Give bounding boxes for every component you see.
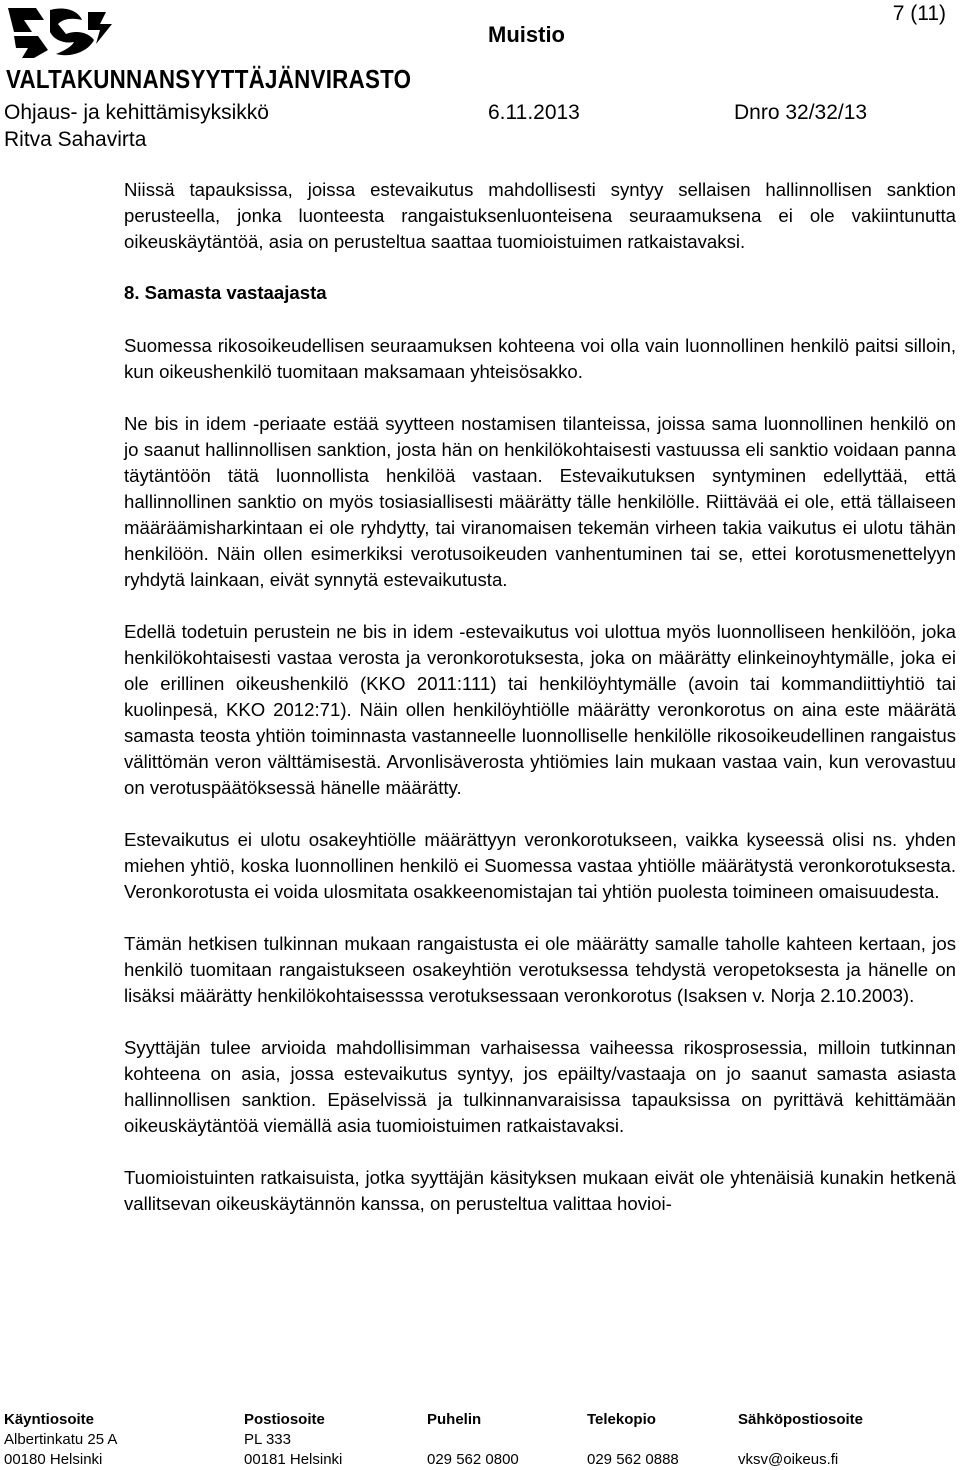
footer-label: Sähköpostiosoite xyxy=(738,1411,864,1428)
footer-label: Telekopio xyxy=(587,1411,656,1428)
footer-value: 00181 Helsinki xyxy=(244,1451,343,1468)
paragraph: Tuomioistuinten ratkaisuista, jotka syyttäjän käsityksen mukaan eivät ole yhtenäisiä kunakin hetkenä vallitsevan oikeuskäytännön kanssa, on perusteltua valittaa hovioi- xyxy=(124,1167,956,1214)
footer-email xyxy=(738,1410,863,1470)
footer-label: Puhelin xyxy=(427,1411,482,1428)
paragraph: Estevaikutus ei ulotu osakeyhtiölle määrättyyn veronkorotukseen, vaikka kyseessä olisi ns. yhden miehen yhtiö, koska luonnollinen henkilö ei Suomessa vastaa yhtiölle määrätystä veronkorotuksesta. Veronkorotusta ei voida ulosmitata osakkeenomistajan tai yhtiön puolesta toimineen omaisuudesta. xyxy=(124,829,956,902)
footer-value: 029 562 0800 xyxy=(427,1451,519,1468)
agency-logo xyxy=(4,4,412,94)
footer-fax xyxy=(587,1410,679,1470)
footer-label: Käyntiosoite xyxy=(4,1411,95,1428)
agency-emblem-icon xyxy=(4,4,114,62)
footer-visit-address xyxy=(4,1410,117,1470)
agency-name: VALTAKUNNANSYYTTÄJÄNVIRASTO xyxy=(6,64,412,94)
unit-name: Ohjaus- ja kehittämisyksikkö xyxy=(4,101,269,124)
paragraph: Ne bis in idem -periaate estää syytteen nostamisen tilanteissa, joissa sama luonnollinen henkilö on jo saanut hallinnollisen sanktion, josta hän on henkilökohtaisesti vastuussa eli sanktio voidaan panna täytäntöön tätä luonnollista henkilöä vastaan. Estevaikutuksen syntyminen edellyttää, että hallinnollinen sanktio on myös tosiasiallisesti määrätty tälle henkilölle. Riittävää ei ole, että tällaiseen määräämisharkintaan ei ole ryhdytty, tai viranomaisen tekemän virheen takia vaikutus ei ulotu tähän henkilöön. Näin ollen esimerkiksi verotusoikeuden vanhentuminen tai se, ettei korotusmenettelyyn ryhdytä lainkaan, eivät synnytä estevaikutusta. xyxy=(124,413,956,590)
paragraph: Niissä tapauksissa, joissa estevaikutus mahdollisesti syntyy sellaisen hallinnollisen sanktion perusteella, jonka luonteesta rangaistuksenluonteisena seuraamuksena ei ole vakiintunutta oikeuskäytäntöä, asia on perusteltua saattaa tuomioistuimen ratkaistavaksi. xyxy=(124,179,956,252)
footer-postal-address xyxy=(244,1410,342,1470)
paragraph: Tämän hetkisen tulkinnan mukaan rangaistusta ei ole määrätty samalle taholle kahteen kertaan, jos henkilö tuomitaan rangaistukseen osakeyhtiön verotuksessa tehdystä veropetoksesta ja hänelle on lisäksi määrätty henkilökohtaisesssa verotuksessaan veronkorotus (Isaksen v. Norja 2.10.2003). xyxy=(124,933,956,1006)
document-type: Muistio xyxy=(488,22,565,47)
footer-value: 00180 Helsinki xyxy=(4,1451,103,1468)
paragraph: Edellä todetuin perustein ne bis in idem -estevaikutus voi ulottua myös luonnolliseen henkilöön, joka henkilökohtaisesti vastaa verosta ja veronkorotuksesta, joka on määrätty elinkeinoyhtymälle, joka ei ole erillinen oikeushenkilö (KKO 2011:111) tai henkilöyhtymälle (avoin tai kommandiittiyhtiö tai kuolinpesä, KKO 2012:71). Näin ollen henkilöyhtiölle määrätty veronkorotus on aina este määrätä samasta teosta yhtiön toiminnasta vastanneelle luonnolliselle henkilölle rikosoikeudellinen rangaistus välittömän veron välttämisestä. Arvonlisäverosta yhtiömies lain mukaan vastaa vain, kun verovastuu on verotuspäätöksessä hänelle määrätty. xyxy=(124,621,956,798)
footer-phone xyxy=(427,1410,519,1470)
footer-value: Albertinkatu 25 A xyxy=(4,1431,118,1448)
document-body xyxy=(124,177,956,1217)
paragraph: Suomessa rikosoikeudellisen seuraamuksen kohteena voi olla vain luonnollinen henkilö paitsi silloin, kun oikeushenkilö tuomitaan maksamaan yhteisösakko. xyxy=(124,335,956,382)
paragraph: Syyttäjän tulee arvioida mahdollisimman varhaisessa vaiheessa rikosprosessia, milloin tutkinnan kohteena on asia, jossa estevaikutus syntyy, jos epäilty/vastaaja on jo saanut samasta asiasta hallinnollisen sanktion. Epäselvissä ja tulkinnanvaraisissa tapauksissa on pyrittävä kehittämään oikeuskäytäntöä viemällä asia tuomioistuimen ratkaistavaksi. xyxy=(124,1037,956,1136)
section-heading: 8. Samasta vastaajasta xyxy=(124,282,327,303)
footer-label: Postiosoite xyxy=(244,1411,325,1428)
page-number: 7 (11) xyxy=(892,2,946,25)
footer-value: PL 333 xyxy=(244,1431,291,1448)
footer-value: 029 562 0888 xyxy=(587,1451,679,1468)
record-number: Dnro 32/32/13 xyxy=(734,101,868,124)
document-date: 6.11.2013 xyxy=(488,101,580,124)
footer-email-link[interactable]: vksv@oikeus.fi xyxy=(738,1451,839,1468)
author-name: Ritva Sahavirta xyxy=(4,128,147,151)
